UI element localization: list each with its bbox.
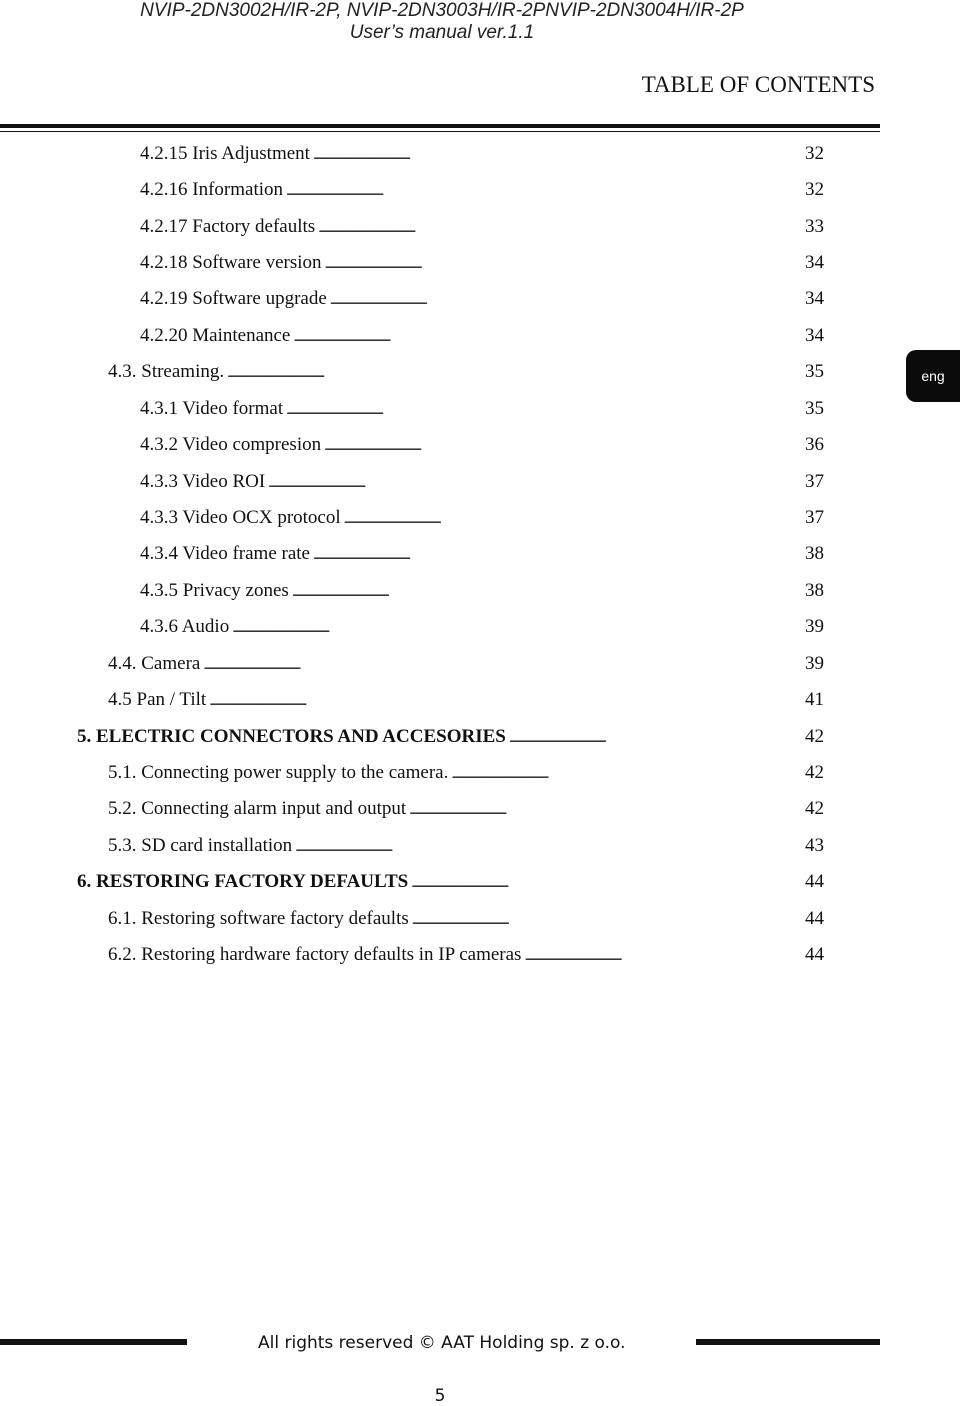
toc-entry[interactable]: [108, 906, 824, 932]
toc-leader-dots: [330, 286, 802, 314]
toc-entry-page: 37: [805, 507, 824, 528]
toc-entry-page: 38: [805, 580, 824, 601]
toc-entry-page: 36: [805, 434, 824, 455]
toc-entry[interactable]: [140, 505, 824, 531]
toc-entry-page: 44: [805, 908, 824, 929]
toc-entry[interactable]: [77, 869, 824, 895]
toc-entry-label: 4.4. Camera: [108, 653, 201, 674]
toc-entry-page: 42: [805, 798, 824, 819]
toc-entry-page: 32: [805, 143, 824, 164]
toc-leader-dots: [412, 906, 802, 934]
header-rule-thick: [0, 124, 880, 128]
toc-entry-page: 44: [805, 871, 824, 892]
toc-entry-page: 43: [805, 835, 824, 856]
toc-entry-label: 4.3.1 Video format: [140, 398, 284, 419]
toc-entry-page: 33: [805, 216, 824, 237]
toc-entry[interactable]: [108, 687, 824, 713]
toc-leader-dots: [293, 323, 802, 351]
toc-entry-label: 4.2.20 Maintenance: [140, 325, 291, 346]
toc-entry[interactable]: [140, 214, 824, 240]
toc-entry-label: 4.2.18 Software version: [140, 252, 322, 273]
toc-entry-label: 5.3. SD card installation: [108, 835, 293, 856]
toc-entry-page: 41: [805, 689, 824, 710]
copyright-notice: All rights reserved © AAT Holding sp. z o.o.: [258, 1333, 626, 1353]
toc-entry-label: 5.2. Connecting alarm input and output: [108, 798, 407, 819]
toc-entry-label: 4.2.16 Information: [140, 179, 284, 200]
toc-entry[interactable]: [140, 614, 824, 640]
toc-entry-label: 4.3.6 Audio: [140, 616, 230, 637]
toc-entry[interactable]: [108, 942, 824, 968]
toc-entry[interactable]: [140, 323, 824, 349]
footer-rule-right: [696, 1339, 880, 1345]
toc-leader-dots: [524, 942, 802, 970]
toc-entry-page: 35: [805, 361, 824, 382]
toc-leader-dots: [409, 796, 802, 824]
toc-leader-dots: [313, 141, 802, 169]
toc-entry-label: 6.1. Restoring software factory defaults: [108, 908, 409, 929]
toc-entry[interactable]: [108, 760, 824, 786]
toc-leader-dots: [295, 833, 802, 861]
toc-leader-dots: [286, 177, 802, 205]
toc-entry[interactable]: [140, 578, 824, 604]
toc-entry-page: 39: [805, 653, 824, 674]
toc-entry[interactable]: [140, 250, 824, 276]
toc-leader-dots: [268, 469, 802, 497]
toc-entry-label: 4.3. Streaming.: [108, 361, 225, 382]
toc-entry[interactable]: [140, 286, 824, 312]
toc-entry-label: 4.3.5 Privacy zones: [140, 580, 289, 601]
language-tab: eng: [906, 350, 960, 402]
toc-leader-dots: [203, 651, 802, 679]
toc-leader-dots: [411, 869, 802, 897]
toc-entry-label: 4.3.3 Video OCX protocol: [140, 507, 341, 528]
toc-entry-label: 6. RESTORING FACTORY DEFAULTS: [77, 871, 409, 892]
toc-leader-dots: [509, 724, 802, 752]
toc-entry-label: 4.3.4 Video frame rate: [140, 543, 310, 564]
toc-entry-label: 6.2. Restoring hardware factory defaults in IP cameras: [108, 944, 522, 965]
header-rule-thin: [0, 131, 880, 132]
toc-entry-page: 34: [805, 288, 824, 309]
toc-entry-page: 37: [805, 471, 824, 492]
toc-entry-label: 4.3.3 Video ROI: [140, 471, 266, 492]
toc-entry[interactable]: [108, 833, 824, 859]
toc-entry-page: 42: [805, 726, 824, 747]
toc-leader-dots: [286, 396, 802, 424]
toc-entry-page: 35: [805, 398, 824, 419]
toc-leader-dots: [292, 578, 802, 606]
toc-entry-page: 42: [805, 762, 824, 783]
toc-leader-dots: [451, 760, 802, 788]
toc-leader-dots: [313, 541, 802, 569]
toc-leader-dots: [324, 432, 802, 460]
toc-entry-page: 34: [805, 325, 824, 346]
toc-leader-dots: [209, 687, 802, 715]
toc-entry-page: 34: [805, 252, 824, 273]
toc-leader-dots: [227, 359, 802, 387]
toc-entry-page: 44: [805, 944, 824, 965]
toc-entry[interactable]: [140, 541, 824, 567]
toc-entry-label: 4.2.19 Software upgrade: [140, 288, 327, 309]
toc-entry[interactable]: [77, 724, 824, 750]
footer-rule-left: [0, 1339, 187, 1345]
manual-version: User’s manual ver.1.1: [349, 22, 535, 43]
toc-leader-dots: [325, 250, 802, 278]
toc-entry[interactable]: [140, 177, 824, 203]
toc-entry-label: 4.2.15 Iris Adjustment: [140, 143, 310, 164]
toc-entry[interactable]: [108, 359, 824, 385]
toc-entry-label: 4.2.17 Factory defaults: [140, 216, 316, 237]
toc-entry[interactable]: [108, 796, 824, 822]
page-title: TABLE OF CONTENTS: [641, 72, 875, 97]
toc-leader-dots: [318, 214, 802, 242]
toc-entry[interactable]: [140, 469, 824, 495]
toc-entry-label: 5. ELECTRIC CONNECTORS AND ACCESORIES: [77, 726, 506, 747]
page-number: 5: [434, 1386, 446, 1406]
toc-entry-label: 4.5 Pan / Tilt: [108, 689, 207, 710]
toc-entry-page: 32: [805, 179, 824, 200]
toc-entry-page: 38: [805, 543, 824, 564]
toc-leader-dots: [232, 614, 802, 642]
toc-entry-label: 4.3.2 Video compresion: [140, 434, 322, 455]
toc-leader-dots: [344, 505, 802, 533]
toc-entry-label: 5.1. Connecting power supply to the camera.: [108, 762, 449, 783]
toc-entry[interactable]: [140, 141, 824, 167]
toc-entry[interactable]: [140, 396, 824, 422]
product-models: NVIP-2DN3002H/IR-2P, NVIP-2DN3003H/IR-2PNVIP-2DN3004H/IR-2P: [140, 0, 744, 21]
toc-entry[interactable]: [140, 432, 824, 458]
toc-entry-page: 39: [805, 616, 824, 637]
toc-entry[interactable]: [108, 651, 824, 677]
